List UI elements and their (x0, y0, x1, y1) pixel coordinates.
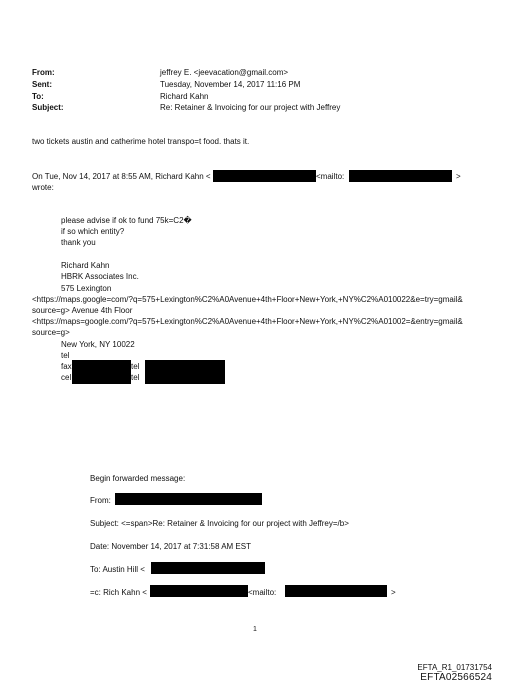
signature-street: 575 Lexington (61, 284, 112, 293)
from-value: jeffrey E. <jeevacation@gmail.com> (160, 68, 289, 77)
quote-intro-end: > (456, 172, 461, 181)
redaction-block (285, 585, 387, 597)
to-label: To: (32, 92, 44, 101)
map-link[interactable]: <https://maps=google.com/?q=575+Lexington%C2%A0Avenue+4th+Floor+New+York,+NY%C2%A01002=&entry=gmail& (32, 317, 463, 326)
map-link-continued: source=g> (32, 328, 70, 337)
forwarded-from-label: From: (90, 496, 111, 505)
cel-label: cel (61, 373, 72, 382)
sent-label: Sent: (32, 80, 52, 89)
tel-inline-label: tel (131, 373, 140, 382)
quote-intro-mailto: <mailto: (316, 172, 345, 181)
quoted-line: please advise if ok to fund 75k=C2� (61, 216, 192, 225)
forwarded-to: To: Austin Hill < (90, 565, 145, 574)
map-link[interactable]: <https://maps.google=com/?q=575+Lexington%C2%A0Avenue+4th+Floor+New+York,+NY%C2%A010022&e=try=gmail& (32, 295, 463, 304)
page-number: 1 (253, 626, 257, 633)
forwarded-date: Date: November 14, 2017 at 7:31:58 AM EST (90, 542, 251, 551)
forwarded-cc-end: > (391, 588, 396, 597)
redaction-block (151, 562, 265, 574)
tel-label: tel (61, 351, 70, 360)
tel-inline-label: tel (131, 362, 140, 371)
quoted-line: if so which entity? (61, 227, 125, 236)
signature-city: New York, NY 10022 (61, 340, 135, 349)
quote-intro-wrote: wrote: (32, 183, 54, 192)
subject-value: Re: Retainer & Invoicing for our project with Jeffrey (160, 103, 341, 112)
quoted-line: thank you (61, 238, 96, 247)
redaction-block (72, 360, 131, 384)
forwarded-subject: Subject: <=span>Re: Retainer & Invoicing for our project with Jeffrey=/b> (90, 519, 349, 528)
forwarded-intro: Begin forwarded message: (90, 474, 186, 483)
signature-company: HBRK Associates Inc. (61, 272, 139, 281)
redaction-block (349, 170, 452, 182)
forwarded-cc-mailto: <mailto: (248, 588, 277, 597)
quote-intro-start: On Tue, Nov 14, 2017 at 8:55 AM, Richard Kahn < (32, 172, 211, 181)
bates-number-1: EFTA_R1_01731754 (417, 663, 492, 672)
redaction-block (213, 170, 316, 182)
forwarded-cc: =c: Rich Kahn < (90, 588, 147, 597)
redaction-block (150, 585, 248, 597)
fax-label: fax (61, 362, 72, 371)
signature-name: Richard Kahn (61, 261, 110, 270)
map-link-continued: source=g> Avenue 4th Floor (32, 306, 133, 315)
reply-line: two tickets austin and catherime hotel transpo=t food. thats it. (32, 137, 250, 146)
redaction-block (145, 360, 225, 384)
sent-value: Tuesday, November 14, 2017 11:16 PM (160, 80, 301, 89)
redaction-block (115, 493, 262, 505)
to-value: Richard Kahn (160, 92, 209, 101)
subject-label: Subject: (32, 103, 64, 112)
bates-number-2: EFTA02566524 (420, 672, 492, 683)
from-label: From: (32, 68, 55, 77)
